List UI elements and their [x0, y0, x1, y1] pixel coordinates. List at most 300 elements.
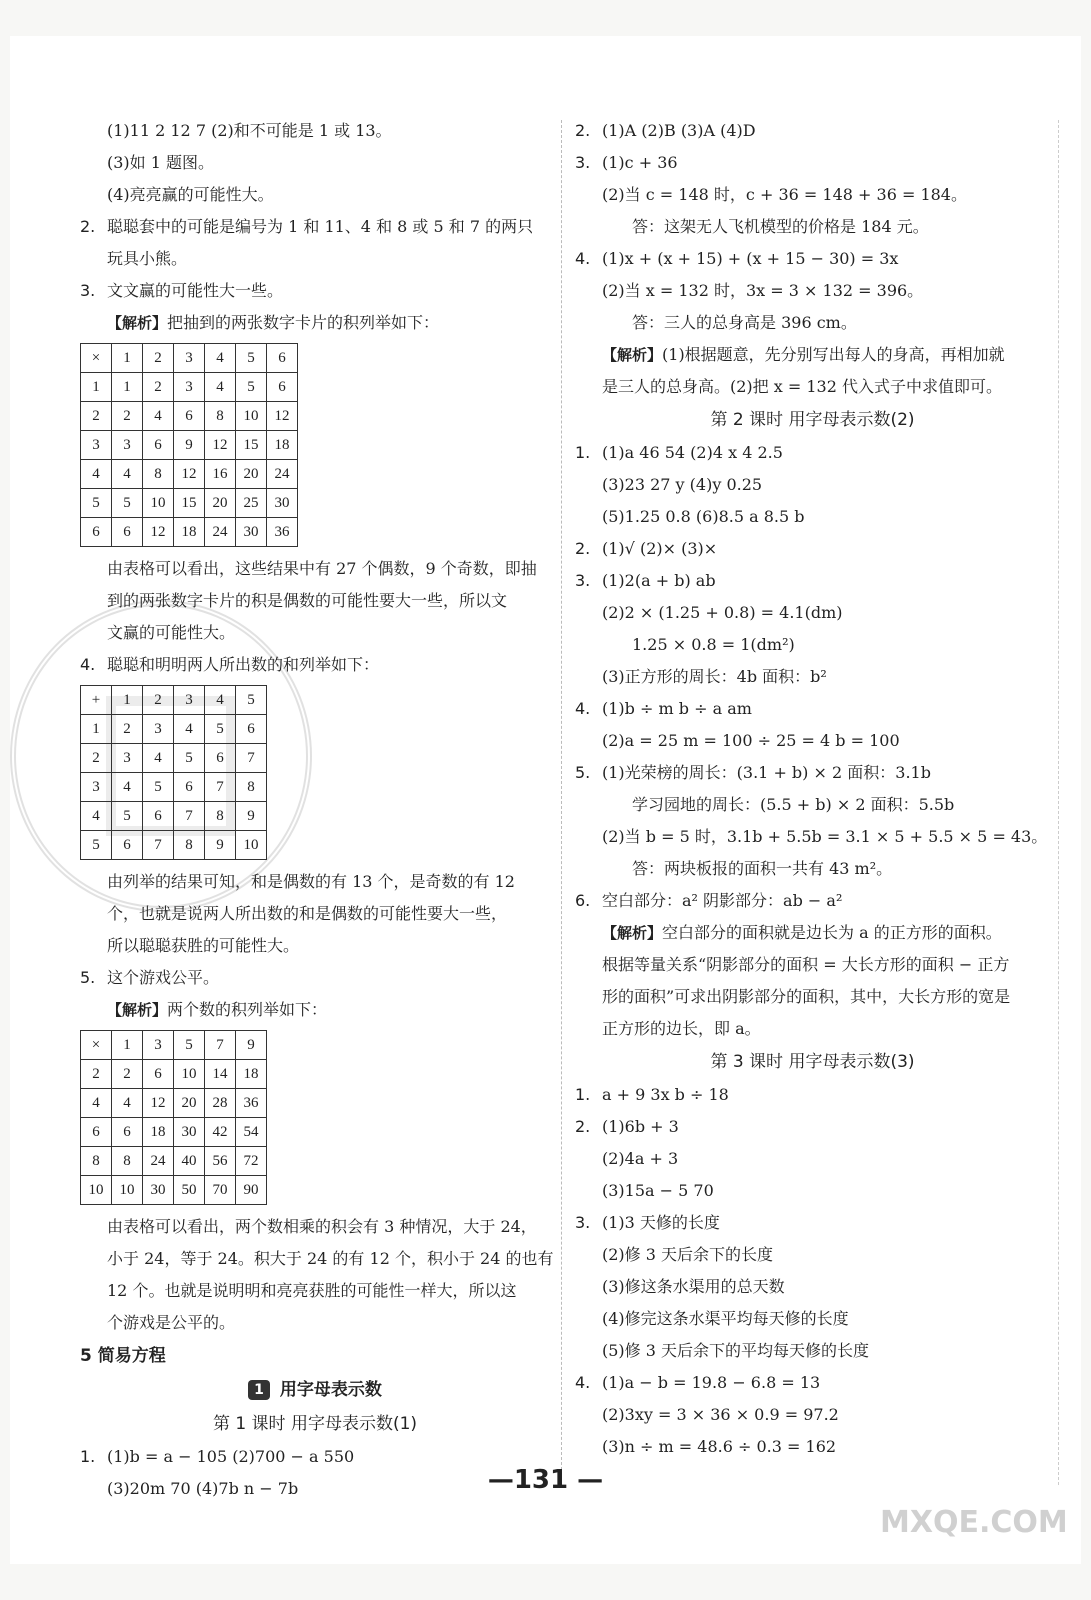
answer-line	[575, 211, 1050, 243]
question-number: 4.	[575, 699, 591, 718]
answer-line	[575, 1367, 1050, 1399]
question-number: 3.	[575, 153, 591, 172]
table-cell: 18	[174, 518, 205, 547]
table-cell: 18	[236, 1060, 267, 1089]
answer-line	[80, 147, 550, 179]
answer-text: 所以聪聪获胜的可能性大。	[107, 936, 300, 955]
answer-line	[80, 866, 550, 898]
table-cell: 10	[143, 489, 174, 518]
question-number: 2.	[575, 539, 591, 558]
table-cell: 2	[143, 344, 174, 373]
answer-text: (1)b = a − 105 (2)700 − a 550	[107, 1447, 355, 1466]
table-cell: 5	[81, 831, 112, 860]
table-row	[81, 1089, 267, 1118]
table-cell: 2	[81, 744, 112, 773]
answer-text: 答：这架无人飞机模型的价格是 184 元。	[632, 217, 929, 236]
answer-text: (1)√ (2)× (3)×	[602, 539, 718, 558]
lesson-title: 第 1 课时 用字母表示数(1)	[212, 1414, 418, 1434]
answer-text: 答：三人的总身高是 396 cm。	[632, 313, 857, 332]
answer-text: (2)当 b = 5 时，3.1b + 5.5b = 3.1 × 5 + 5.5 × 5 = 43。	[602, 827, 1048, 846]
section-title: 5 简易方程	[80, 1346, 166, 1366]
answer-line	[80, 1307, 550, 1339]
answer-text: 空白部分：a² 阴影部分：ab − a²	[602, 891, 843, 910]
answer-line	[575, 661, 1050, 693]
question-number: 1.	[575, 443, 591, 462]
answer-text: 由列举的结果可知，和是偶数的有 13 个，是奇数的有 12	[107, 872, 515, 891]
table-cell: 10	[81, 1176, 112, 1205]
table-cell: 4	[81, 802, 112, 831]
answer-line	[80, 962, 550, 994]
table-cell: 12	[143, 518, 174, 547]
table-row	[81, 518, 298, 547]
page-number: —131 —	[487, 1465, 604, 1495]
question-number: 2.	[80, 217, 96, 236]
answer-line	[575, 371, 1050, 403]
answer-line	[575, 789, 1050, 821]
answer-text: (2)修 3 天后余下的长度	[602, 1245, 774, 1264]
table-cell: 3	[81, 431, 112, 460]
answer-line	[80, 1211, 550, 1243]
table-cell: 54	[236, 1118, 267, 1147]
table-cell: 2	[81, 1060, 112, 1089]
answer-table	[80, 1030, 267, 1205]
answer-line	[80, 307, 550, 339]
table-cell: 50	[174, 1176, 205, 1205]
answer-text: (1)x + (x + 15) + (x + 15 − 30) = 3x	[602, 249, 899, 268]
answer-line	[575, 1239, 1050, 1271]
answer-line	[575, 469, 1050, 501]
table-cell: 30	[236, 518, 267, 547]
question-number: 1.	[80, 1447, 96, 1466]
table-cell: ×	[81, 1031, 112, 1060]
answer-text: (2)当 x = 132 时，3x = 3 × 132 = 396。	[602, 281, 924, 300]
table-cell: 6	[143, 1060, 174, 1089]
table-cell: 5	[81, 489, 112, 518]
answer-text: 两个数的积列举如下：	[167, 1000, 328, 1019]
table-cell: 4	[205, 344, 236, 373]
analysis-tag: 【解析】	[602, 924, 663, 942]
table-cell: 5	[112, 489, 143, 518]
table-cell: 3	[174, 373, 205, 402]
table-row	[81, 744, 267, 773]
edge-rule	[1058, 120, 1059, 1485]
answer-text: (2)当 c = 148 时，c + 36 = 148 + 36 = 184。	[602, 185, 967, 204]
table-cell: ×	[81, 344, 112, 373]
table-cell: 8	[143, 460, 174, 489]
unit-title	[80, 1373, 550, 1407]
table-cell: 3	[112, 431, 143, 460]
question-number: 5.	[80, 968, 96, 987]
table-cell: 15	[174, 489, 205, 518]
table-row	[81, 831, 267, 860]
right-column	[575, 115, 1050, 1463]
table-cell: 6	[267, 344, 298, 373]
table-cell: 30	[267, 489, 298, 518]
table-cell: 1	[81, 715, 112, 744]
answer-text: 到的两张数字卡片的积是偶数的可能性要大一些，所以文	[107, 591, 508, 610]
table-cell: 5	[112, 802, 143, 831]
answer-line	[80, 930, 550, 962]
table-cell: 1	[112, 373, 143, 402]
table-cell: 5	[174, 744, 205, 773]
table-row	[81, 1147, 267, 1176]
answer-text: a + 9 3x b ÷ 18	[602, 1085, 729, 1104]
table-cell: 12	[205, 431, 236, 460]
table-cell: 2	[81, 402, 112, 431]
table-row	[81, 686, 267, 715]
answer-text: (4)亮亮赢的可能性大。	[107, 185, 274, 204]
table-cell: 24	[267, 460, 298, 489]
answer-line	[575, 757, 1050, 789]
answer-line	[575, 917, 1050, 949]
table-cell: 4	[205, 373, 236, 402]
table-cell: 16	[205, 460, 236, 489]
table-row	[81, 373, 298, 402]
answer-line	[575, 147, 1050, 179]
answer-line	[80, 211, 550, 243]
answer-line	[575, 1271, 1050, 1303]
table-cell: 6	[112, 831, 143, 860]
analysis-tag: 【解析】	[107, 314, 168, 332]
answer-line	[80, 994, 550, 1026]
question-number: 1.	[575, 1085, 591, 1104]
answer-text: (1)6b + 3	[602, 1117, 679, 1136]
table-cell: 12	[174, 460, 205, 489]
lesson-title: 第 3 课时 用字母表示数(3)	[710, 1052, 915, 1072]
answer-text: (1)2(a + b) ab	[602, 571, 716, 590]
answer-line	[575, 821, 1050, 853]
table-cell: 1	[112, 686, 143, 715]
table-cell: 8	[174, 831, 205, 860]
answer-text: (2)4a + 3	[602, 1149, 679, 1168]
answer-line	[575, 179, 1050, 211]
table-cell: 6	[143, 431, 174, 460]
table-row	[81, 460, 298, 489]
answer-text: 学习园地的周长：(5.5 + b) × 2 面积：5.5b	[632, 795, 955, 814]
answer-text: (3)正方形的周长：4b 面积：b²	[602, 667, 827, 686]
answer-line	[575, 1111, 1050, 1143]
table-cell: 2	[112, 1060, 143, 1089]
answer-line	[575, 1143, 1050, 1175]
answer-line	[575, 339, 1050, 371]
answer-line	[80, 898, 550, 930]
answer-text: 把抽到的两张数字卡片的积列举如下：	[167, 313, 440, 332]
answer-text: (1)a 46 54 (2)4 x 4 2.5	[602, 443, 783, 462]
table-cell: 12	[143, 1089, 174, 1118]
answer-text: (1)根据题意，先分别写出每人的身高，再相加就	[662, 345, 1005, 364]
table-cell: 36	[267, 518, 298, 547]
answer-line	[575, 885, 1050, 917]
table-cell: 40	[174, 1147, 205, 1176]
answer-text: (1)11 2 12 7 (2)和不可能是 1 或 13。	[107, 121, 392, 140]
answer-text: (3)15a − 5 70	[602, 1181, 714, 1200]
table-row	[81, 773, 267, 802]
table-cell: 30	[143, 1176, 174, 1205]
answer-text: (1)光荣榜的周长：(3.1 + b) × 2 面积：3.1b	[602, 763, 931, 782]
table-row	[81, 1118, 267, 1147]
table-cell: 8	[112, 1147, 143, 1176]
answer-text: (3)如 1 题图。	[107, 153, 215, 172]
answer-text: (4)修完这条水渠平均每天修的长度	[602, 1309, 849, 1328]
table-cell: 25	[236, 489, 267, 518]
answer-text: 由表格可以看出，这些结果中有 27 个偶数，9 个奇数，即抽	[107, 559, 537, 578]
table-cell: 20	[205, 489, 236, 518]
answer-line	[575, 565, 1050, 597]
answer-line	[80, 585, 550, 617]
answer-text: (2)2 × (1.25 + 0.8) = 4.1(dm)	[602, 603, 843, 622]
table-cell: 42	[205, 1118, 236, 1147]
answer-line	[80, 179, 550, 211]
question-number: 3.	[575, 1213, 591, 1232]
table-cell: 5	[143, 773, 174, 802]
site-watermark: MXQE.COM	[880, 1505, 1068, 1540]
table-cell: 18	[143, 1118, 174, 1147]
table-cell: 70	[205, 1176, 236, 1205]
answer-line	[575, 243, 1050, 275]
table-cell: 8	[236, 773, 267, 802]
answer-line	[575, 1399, 1050, 1431]
answer-line	[575, 981, 1050, 1013]
answer-line	[80, 243, 550, 275]
table-cell: 3	[81, 773, 112, 802]
answer-text: (1)A (2)B (3)A (4)D	[602, 121, 756, 140]
table-row	[81, 802, 267, 831]
answer-line	[80, 1275, 550, 1307]
table-cell: 24	[205, 518, 236, 547]
answer-text: (2)3xy = 3 × 36 × 0.9 = 97.2	[602, 1405, 839, 1424]
table-cell: 6	[174, 402, 205, 431]
table-cell: 10	[174, 1060, 205, 1089]
table-cell: 8	[205, 402, 236, 431]
answer-line	[80, 649, 550, 681]
table-row	[81, 715, 267, 744]
answer-line	[575, 597, 1050, 629]
lesson-title: 第 2 课时 用字母表示数(2)	[710, 410, 915, 430]
table-row	[81, 1176, 267, 1205]
answer-text: (1)a − b = 19.8 − 6.8 = 13	[602, 1373, 821, 1392]
answer-line	[575, 629, 1050, 661]
table-row	[81, 1060, 267, 1089]
table-cell: 6	[112, 1118, 143, 1147]
table-cell: 6	[81, 1118, 112, 1147]
answer-text: 这个游戏公平。	[107, 968, 220, 987]
answer-text: 玩具小熊。	[107, 249, 188, 268]
table-cell: 4	[112, 773, 143, 802]
table-cell: 6	[236, 715, 267, 744]
table-cell: 1	[112, 1031, 143, 1060]
answer-text: (1)3 天修的长度	[602, 1213, 720, 1232]
answer-text: (5)1.25 0.8 (6)8.5 a 8.5 b	[602, 507, 805, 526]
table-cell: 4	[112, 460, 143, 489]
table-cell: 5	[236, 344, 267, 373]
answer-text: 聪聪套中的可能是编号为 1 和 11、4 和 8 或 5 和 7 的两只	[107, 217, 534, 236]
table-cell: 4	[81, 460, 112, 489]
answer-line	[575, 725, 1050, 757]
table-cell: 72	[236, 1147, 267, 1176]
table-cell: 10	[236, 402, 267, 431]
unit-badge: 1	[248, 1380, 270, 1400]
table-cell: 2	[112, 715, 143, 744]
left-column	[80, 115, 554, 1505]
table-row	[81, 431, 298, 460]
table-cell: 7	[143, 831, 174, 860]
table-cell: 5	[174, 1031, 205, 1060]
table-cell: 10	[112, 1176, 143, 1205]
table-cell: 15	[236, 431, 267, 460]
table-cell: 7	[174, 802, 205, 831]
answer-line	[80, 1243, 554, 1275]
table-cell: 56	[205, 1147, 236, 1176]
table-cell: 5	[236, 373, 267, 402]
analysis-tag: 【解析】	[602, 346, 663, 364]
table-cell: 4	[112, 1089, 143, 1118]
question-number: 3.	[575, 571, 591, 590]
table-cell: 3	[174, 344, 205, 373]
answer-text: 答：两块板报的面积一共有 43 m²。	[632, 859, 893, 878]
table-cell: 9	[205, 831, 236, 860]
table-row	[81, 402, 298, 431]
question-number: 4.	[80, 655, 96, 674]
question-number: 2.	[575, 121, 591, 140]
answer-text: (3)23 27 y (4)y 0.25	[602, 475, 763, 494]
table-cell: 2	[143, 686, 174, 715]
table-row	[81, 1031, 267, 1060]
answer-text: (3)修这条水渠用的总天数	[602, 1277, 785, 1296]
answer-text: 文文赢的可能性大一些。	[107, 281, 284, 300]
answer-text: 聪聪和明明两人所出数的和列举如下：	[107, 655, 380, 674]
table-cell: 6	[112, 518, 143, 547]
answer-line	[575, 501, 1050, 533]
table-cell: 3	[143, 715, 174, 744]
table-cell: 5	[236, 686, 267, 715]
answer-line	[575, 1431, 1050, 1463]
table-cell: 3	[143, 1031, 174, 1060]
answer-line	[575, 853, 1050, 885]
unit-title-text: 用字母表示数	[279, 1380, 382, 1400]
table-cell: 4	[81, 1089, 112, 1118]
answer-text: 空白部分的面积就是边长为 a 的正方形的面积。	[662, 923, 1002, 942]
answer-text: 12 个。也就是说明明和亮亮获胜的可能性一样大，所以这	[107, 1281, 517, 1300]
answer-line	[575, 949, 1050, 981]
answer-table	[80, 343, 298, 547]
answer-table	[80, 685, 267, 860]
answer-line	[80, 553, 550, 585]
table-cell: 90	[236, 1176, 267, 1205]
table-cell: 6	[81, 518, 112, 547]
answer-text: (3)n ÷ m = 48.6 ÷ 0.3 = 162	[602, 1437, 837, 1456]
table-cell: 14	[205, 1060, 236, 1089]
question-number: 4.	[575, 249, 591, 268]
answer-text: (3)20m 70 (4)7b n − 7b	[107, 1479, 299, 1498]
table-cell: 8	[81, 1147, 112, 1176]
table-cell: 1	[81, 373, 112, 402]
answer-text: 个游戏是公平的。	[107, 1313, 236, 1332]
answer-text: 是三人的总身高。(2)把 x = 132 代入式子中求值即可。	[602, 377, 1002, 396]
answer-line	[575, 1207, 1050, 1239]
question-number: 4.	[575, 1373, 591, 1392]
question-number: 3.	[80, 281, 96, 300]
answer-line	[575, 693, 1050, 725]
table-row	[81, 344, 298, 373]
answer-line	[575, 533, 1050, 565]
table-cell: 4	[205, 686, 236, 715]
table-cell: 9	[236, 1031, 267, 1060]
column-divider	[561, 120, 562, 1485]
answer-text: (2)a = 25 m = 100 ÷ 25 = 4 b = 100	[602, 731, 900, 750]
answer-text: 根据等量关系“阴影部分的面积 = 大长方形的面积 − 正方	[602, 955, 1010, 974]
table-cell: 6	[143, 802, 174, 831]
table-cell: 7	[205, 773, 236, 802]
table-cell: 4	[143, 744, 174, 773]
answer-line	[575, 1079, 1050, 1111]
table-cell: 28	[205, 1089, 236, 1118]
answer-line	[575, 1303, 1050, 1335]
answer-text: 1.25 × 0.8 = 1(dm²)	[632, 635, 795, 654]
question-number: 6.	[575, 891, 591, 910]
table-cell: 9	[174, 431, 205, 460]
answer-text: 文赢的可能性大。	[107, 623, 236, 642]
question-number: 5.	[575, 763, 591, 782]
table-cell: 12	[267, 402, 298, 431]
table-cell: 24	[143, 1147, 174, 1176]
answer-line	[575, 307, 1050, 339]
table-cell: 3	[112, 744, 143, 773]
table-cell: 20	[236, 460, 267, 489]
table-cell: 4	[174, 715, 205, 744]
answer-line	[575, 437, 1050, 469]
answer-text: (1)b ÷ m b ÷ a am	[602, 699, 752, 718]
table-cell: 7	[236, 744, 267, 773]
table-cell: +	[81, 686, 112, 715]
table-cell: 9	[236, 802, 267, 831]
answer-text: (5)修 3 天后余下的平均每天修的长度	[602, 1341, 870, 1360]
answer-line	[575, 1335, 1050, 1367]
question-number: 2.	[575, 1117, 591, 1136]
table-cell: 4	[143, 402, 174, 431]
table-cell: 1	[112, 344, 143, 373]
answer-text: 形的面积”可求出阴影部分的面积，其中，大长方形的宽是	[602, 987, 1011, 1006]
table-cell: 7	[205, 1031, 236, 1060]
table-cell: 2	[112, 402, 143, 431]
table-cell: 18	[267, 431, 298, 460]
answer-line	[575, 1013, 1050, 1045]
table-cell: 20	[174, 1089, 205, 1118]
answer-line	[80, 617, 550, 649]
answer-text: 小于 24，等于 24。积大于 24 的有 12 个，积小于 24 的也有	[107, 1249, 554, 1268]
answer-text: (1)c + 36	[602, 153, 678, 172]
table-cell: 3	[174, 686, 205, 715]
answer-line	[575, 1175, 1050, 1207]
table-cell: 2	[143, 373, 174, 402]
answer-text: 正方形的边长，即 a。	[602, 1019, 761, 1038]
answer-line	[80, 275, 550, 307]
table-cell: 30	[174, 1118, 205, 1147]
table-cell: 8	[205, 802, 236, 831]
answer-text: 由表格可以看出，两个数相乘的积会有 3 种情况，大于 24，	[107, 1217, 537, 1236]
analysis-tag: 【解析】	[107, 1001, 168, 1019]
answer-line	[575, 275, 1050, 307]
table-cell: 6	[174, 773, 205, 802]
table-cell: 6	[205, 744, 236, 773]
table-cell: 6	[267, 373, 298, 402]
table-row	[81, 489, 298, 518]
answer-text: 个，也就是说两人所出数的和是偶数的可能性要大一些，	[107, 904, 508, 923]
answer-line	[575, 115, 1050, 147]
table-cell: 5	[205, 715, 236, 744]
answer-line	[80, 115, 550, 147]
table-cell: 10	[236, 831, 267, 860]
table-cell: 36	[236, 1089, 267, 1118]
